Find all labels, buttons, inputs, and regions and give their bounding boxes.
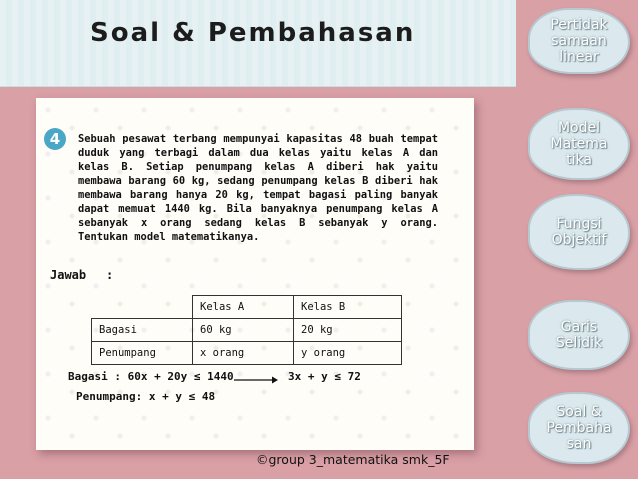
table-cell: Bagasi	[92, 319, 193, 342]
sidebar-nav	[516, 0, 638, 479]
nav-item-label: Garis Selidik	[555, 319, 603, 351]
answer-colon: :	[106, 268, 114, 282]
table-cell: y orang	[294, 342, 402, 365]
table-cell: x orang	[193, 342, 294, 365]
data-table	[91, 295, 402, 365]
table-header-cell	[92, 296, 193, 319]
table-header-cell: Kelas A	[193, 296, 294, 319]
nav-item-fungsi-objektif[interactable]	[528, 194, 630, 270]
nav-item-soal-pembahasan[interactable]	[528, 392, 630, 464]
table-header-cell: Kelas B	[294, 296, 402, 319]
table-cell: 60 kg	[193, 319, 294, 342]
nav-item-pertidaksamaan-linear[interactable]	[528, 8, 630, 74]
nav-item-garis-selidik[interactable]	[528, 300, 630, 370]
table-cell: 20 kg	[294, 319, 402, 342]
nav-item-label: Model Matema tika	[550, 120, 608, 168]
equation-bagasi: Bagasi : 60x + 20y ≤ 1440	[68, 370, 234, 383]
problem-number-badge: 4	[44, 128, 66, 150]
equation-penumpang: Penumpang: x + y ≤ 48	[76, 390, 216, 403]
nav-item-label: Fungsi Objektif	[551, 216, 607, 248]
nav-item-label: Soal & Pembaha san	[546, 404, 612, 452]
table-cell: Penumpang	[92, 342, 193, 365]
equation-bagasi-simplified: 3x + y ≤ 72	[288, 370, 361, 383]
page-title: Soal & Pembahasan	[90, 18, 416, 48]
table-row	[92, 319, 402, 342]
problem-text: Sebuah pesawat terbang mempunyai kapasitas 48 buah tempat duduk yang terbagi dalam dua kelas yaitu kelas A dan kelas B. Setiap penumpang kelas A diberi hak yaitu membawa barang 60 kg, sedang penumpang kelas B diberi hak membawa barang hanya 20 kg, tempat bagasi paling banyak dapat memuat 1440 kg. Bila banyaknya penumpang kelas A sebanyak x orang sedang kelas B sebanyak y orang. Tentukan model matematikanya.	[78, 133, 438, 243]
table-row	[92, 342, 402, 365]
nav-item-label: Pertidak samaan linear	[550, 17, 608, 65]
header-bar	[0, 0, 516, 87]
answer-label: Jawab	[50, 268, 87, 282]
arrow-right-icon	[234, 376, 278, 384]
table-header-row	[92, 296, 402, 319]
nav-item-model-matematika[interactable]	[528, 108, 630, 180]
footer-credit: ©group 3_matematika smk_5F	[256, 452, 450, 467]
